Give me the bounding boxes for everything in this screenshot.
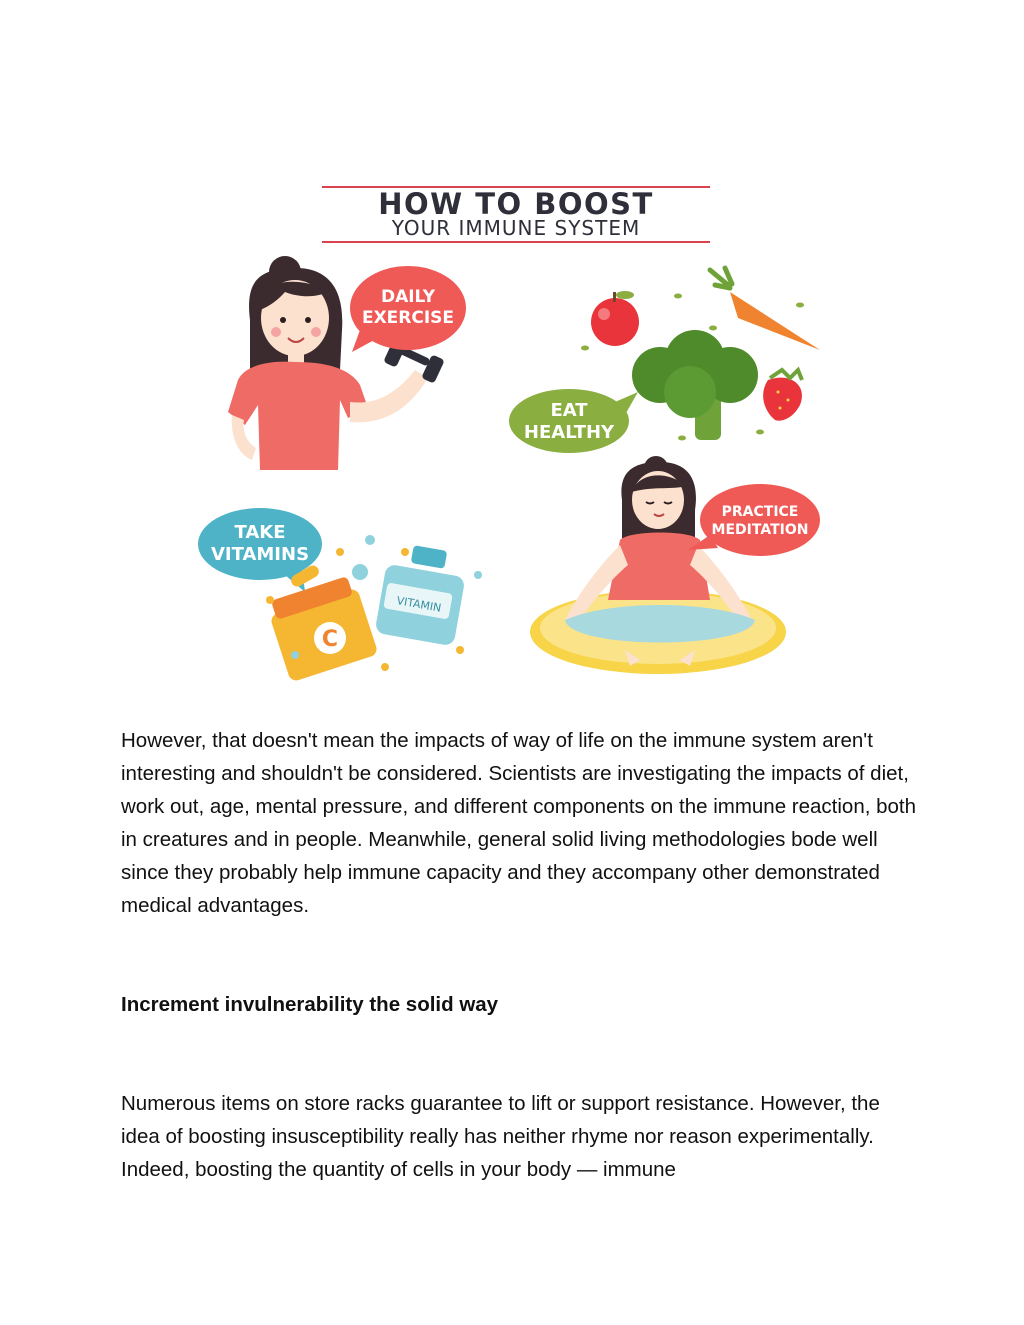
paragraph-2: Numerous items on store racks guarantee to lift or support resistance. However, the idea of boosting insusceptibility really has neither rhyme nor reason experimentally. Indeed, boosting the quantity of cells in your body — immune: [121, 1092, 880, 1181]
eat-healthy-line2: HEALTHY: [523, 422, 615, 443]
paragraph-1: However, that doesn't mean the impacts of way of life on the immune system aren't interesting and shouldn't be considered. Scientists are investigating the impacts of diet, work out, age, mental pressure, and different components on the immune reaction, both in creatures and in people. Meanwhile, general solid living methodologies bode well since they probably help immune capacity and they accompany other demonstrated medical advantages.: [121, 729, 917, 917]
eat-healthy-line1: EAT: [550, 400, 588, 421]
exercise-bubble: [350, 266, 466, 352]
title-line-1: HOW TO BOOST: [378, 187, 654, 221]
practice-meditation-line1: PRACTICE: [721, 504, 799, 520]
title-line-2: YOUR IMMUNE SYSTEM: [391, 216, 641, 240]
practice-meditation-line2: MEDITATION: [711, 522, 809, 538]
section-heading: Increment invulnerability the solid way: [121, 993, 499, 1016]
immune-infographic: [190, 180, 840, 685]
bottle-label: VITAMIN: [395, 594, 443, 615]
exercise-bubble-line1: DAILY: [380, 287, 436, 307]
practice-meditation-bubble: [688, 484, 820, 556]
eat-healthy-bubble: [509, 389, 638, 453]
take-vitamins-line2: VITAMINS: [210, 544, 310, 565]
take-vitamins-line1: TAKE: [234, 522, 286, 543]
infographic-illustration: [190, 180, 840, 685]
exercise-bubble-line2: EXERCISE: [361, 308, 455, 328]
jar-label: C: [321, 627, 339, 652]
